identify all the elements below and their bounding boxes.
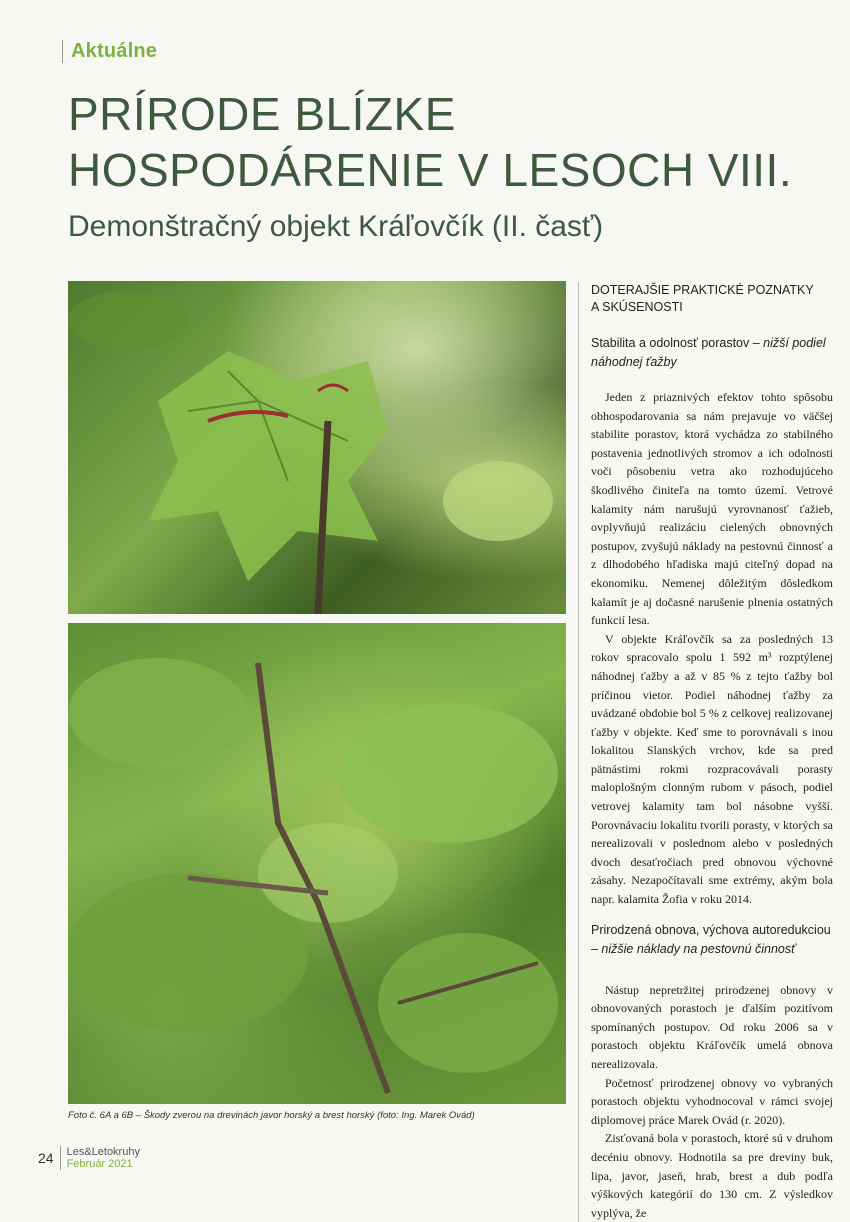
magazine-name: Les&Letokruhy — [66, 1146, 140, 1158]
subheading-regeneration-italic: – nižšie náklady na pestovnú činnosť — [591, 941, 796, 956]
subheading-stability-plain: Stabilita a odolnosť porastov – — [591, 336, 764, 350]
magazine-info — [60, 1146, 140, 1170]
photo-elm-leaves — [68, 623, 566, 1104]
paragraph-4: Početnosť prirodzenej obnovy vo vybraných porastoch objektu vyhodnocoval v rámci svojej diplomovej práce Marek Ovád (r. 2020). — [591, 1075, 833, 1127]
subheading-stability-italic: nižší podiel náhodnej ťažby — [591, 336, 826, 369]
article-column — [578, 282, 833, 1222]
paragraph-1: Jeden z priaznivých efektov tohto spôsobu obhospodarovania sa nám prejavuje vo väčšej stabilite porastov, ktorá vychádza zo stabilného postavenia jednotlivých stromov a ich odolnosti voči pôsobeniu vetra ako rozhodujúceho škodlivého činiteľa na tomto území. Vetrové kalamity nám narušujú vyrovnanosť ťažieb, ovplyvňujú realizáciu cielených obnovných postupov, zvyšujú náklady na pestovnú činnosť a z dlhodobého hľadiska majú citeľný dopad na ekonomiku. Nemenej dôležitým dôsledkom kalamít je aj dočasné narušenie plnenia ostatných funkcií lesa. — [591, 390, 833, 628]
magazine-issue: Február 2021 — [66, 1158, 133, 1170]
section-heading-line-1: DOTERAJŠIE PRAKTICKÉ POZNATKY — [591, 283, 814, 297]
photo-maple-illustration — [68, 281, 566, 614]
section-heading-line-2: A SKÚSENOSTI — [591, 300, 683, 314]
article-subtitle: Demonštračný objekt Kráľovčík (II. časť) — [68, 210, 604, 243]
rubric-label: Aktuálne — [62, 40, 157, 63]
paragraph-2: V objekte Kráľovčík sa za posledných 13 rokov spracovalo spolu 1 592 m³ rozptýlenej náhodnej ťažby a až v 85 % z tejto ťažby bol príčinou vietor. Podiel náhodnej ťažby za uvádzané obdobie bol 5 % z celkovej realizovanej ťažby v objekte. Keď sme to porovnávali s inou lokalitou Slanských vrchov, kde sa pred pätnástimi rokmi rozpracovávali porasty maloplošným clonným rubom v pásoch, podiel vetrovej kalamity tam bol násobne vyšší. Porovnávaciu lokalitu tvorili porasty, v ktorých sa nerealizovali v poslednom alebo v posledných dvoch desaťročiach pred obnovou výchovné zásahy. Nezapočítavali sme extrémy, akým bola napr. kalamita Žofia v roku 2014. — [591, 631, 833, 907]
subheading-stability — [591, 334, 833, 372]
title-line-2: HOSPODÁRENIE V LESOCH VIII. — [68, 144, 793, 196]
photo-elm-illustration — [68, 623, 566, 1104]
photo-maple-leaves — [68, 281, 566, 614]
page-number: 24 — [38, 1150, 54, 1166]
paragraph-5: Zisťovaná bola v porastoch, ktoré sú v druhom decéniu obnovy. Hodnotila sa pre dreviny buk, lipa, javor, jaseň, hrab, brest a dub podľa výškových kategórií do 130 cm. Z výsledkov vyplýva, že — [591, 1131, 833, 1220]
page-footer — [38, 1146, 140, 1170]
paragraph-3: Nástup nepretržitej prirodzenej obnovy v obnovovaných porastoch je ďalším pozitívom spomínaných postupov. Od roku 2006 sa v porastoch objektu Kráľovčík umelá obnova nerealizovala. — [591, 982, 833, 1071]
body-text-1 — [591, 388, 833, 909]
section-heading — [591, 282, 833, 316]
title-line-1: PRÍRODE BLÍZKE — [68, 88, 456, 140]
photo-caption: Foto č. 6A a 6B – Škody zverou na drevinách javor horský a brest horský (foto: Ing. Marek Ovád) — [68, 1110, 475, 1121]
body-text-2 — [591, 981, 833, 1222]
subheading-regeneration — [591, 921, 833, 959]
subheading-regeneration-plain: Prirodzená obnova, výchova autoredukciou — [591, 922, 831, 937]
article-title — [68, 86, 828, 198]
